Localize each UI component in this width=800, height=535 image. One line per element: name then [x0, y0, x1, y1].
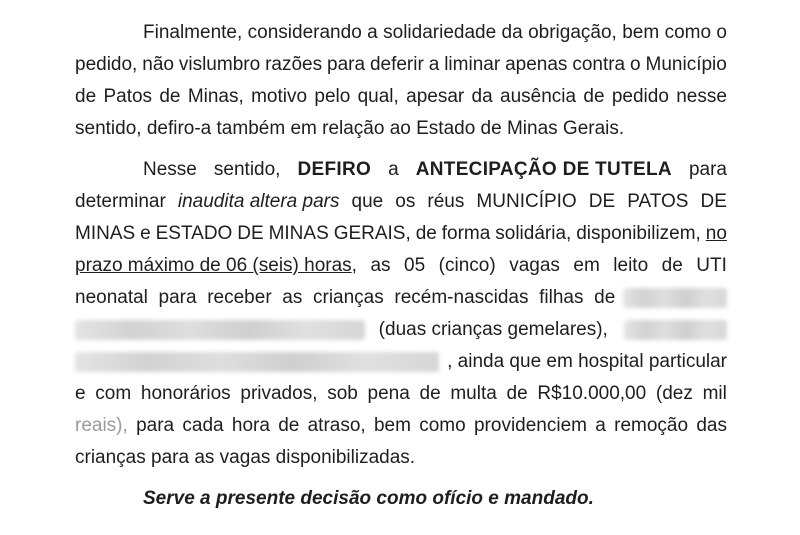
word: mil	[702, 383, 727, 404]
p2-line-9	[75, 414, 727, 438]
word: filhas	[539, 287, 584, 308]
p2-line-2	[75, 190, 727, 214]
text: as	[370, 255, 391, 276]
text: (cinco)	[438, 255, 496, 276]
word: das	[696, 415, 727, 436]
word: deferir	[369, 54, 424, 75]
word: contra	[572, 54, 626, 75]
word: DE	[237, 223, 264, 244]
word: a	[367, 22, 378, 43]
word: providenciem	[473, 415, 587, 436]
word: MUNICÍPIO	[476, 191, 577, 212]
word: qual,	[357, 86, 399, 107]
word: para	[158, 287, 197, 308]
word: ESTADO	[155, 223, 233, 244]
word: MINAS	[268, 223, 329, 244]
word: e	[140, 223, 151, 244]
word: considerando	[247, 22, 362, 43]
word: que	[351, 191, 384, 212]
p1-line-2	[75, 53, 727, 77]
word: privados,	[240, 383, 318, 404]
p2-line-10: crianças para as vagas disponibilizadas.	[75, 447, 416, 468]
word: recém-nascidas	[394, 287, 529, 308]
word: da	[471, 86, 493, 107]
word: a	[428, 54, 440, 75]
bold-defiro: DEFIRO	[297, 159, 372, 180]
word: de	[159, 86, 181, 107]
word: crianças	[313, 287, 384, 308]
word: PATOS	[627, 191, 689, 212]
text: reais),	[75, 415, 128, 436]
word: pelo	[314, 86, 351, 107]
text: para	[688, 159, 727, 180]
italic-inaudita: inaudita altera pars	[177, 191, 340, 212]
p2-line-1	[143, 158, 727, 182]
word: neonatal	[75, 287, 148, 308]
word: obrigação,	[528, 22, 617, 43]
word: não	[142, 54, 174, 75]
word: ausência	[500, 86, 577, 107]
word: bem	[373, 415, 411, 436]
word: hora	[231, 415, 270, 436]
closing-statement: Serve a presente decisão como ofício e mandado.	[143, 488, 594, 509]
text: sentido,	[213, 159, 281, 180]
text: , ainda que em hospital particular	[447, 351, 727, 372]
text: vagas	[509, 255, 560, 276]
word: solidariedade	[383, 22, 497, 43]
word: de	[415, 223, 437, 244]
word: sob	[327, 383, 358, 404]
word: apenas	[505, 54, 568, 75]
redacted-name	[75, 320, 365, 340]
word: o	[630, 54, 641, 75]
word: os	[395, 191, 416, 212]
word: pedido	[611, 86, 669, 107]
word: (dez	[655, 383, 693, 404]
word: Patos	[103, 86, 153, 107]
word: multa	[450, 383, 497, 404]
redacted-name	[75, 352, 439, 372]
text: em	[573, 255, 600, 276]
word: honorários	[140, 383, 231, 404]
word: receber	[207, 287, 272, 308]
p2-line-8	[75, 382, 727, 406]
word: e	[75, 383, 86, 404]
word: Município	[645, 54, 727, 75]
word: DE	[588, 191, 616, 212]
text: a	[388, 159, 399, 180]
word: para	[327, 54, 366, 75]
word: como	[664, 22, 712, 43]
p1-line-4: sentido, defiro-a também em relação ao Estado de Minas Gerais.	[75, 118, 625, 139]
underlined-no: no	[705, 223, 727, 244]
word: pena	[367, 383, 410, 404]
word: as	[282, 287, 303, 308]
p2-line-6	[75, 318, 727, 342]
word: razões	[265, 54, 323, 75]
word: R$10.000,00	[537, 383, 647, 404]
comma: ,	[351, 255, 357, 276]
word: GERAIS,	[333, 223, 411, 244]
word: MINAS	[75, 223, 136, 244]
p2-line-5	[75, 286, 727, 310]
word: com	[95, 383, 132, 404]
p2-line-5-words	[75, 286, 615, 310]
word: pedido,	[75, 54, 138, 75]
word: vislumbro	[178, 54, 261, 75]
p1-line-1	[143, 21, 727, 45]
word: liminar	[444, 54, 501, 75]
word: a	[595, 415, 606, 436]
text: UTI	[696, 255, 727, 276]
p2-line-3	[75, 222, 727, 246]
text: leito	[613, 255, 649, 276]
word: solidária,	[495, 223, 572, 244]
word: como	[419, 415, 466, 436]
word: réus	[427, 191, 465, 212]
word: nesse	[676, 86, 727, 107]
redacted-name	[623, 288, 727, 308]
word: de	[506, 383, 528, 404]
p1-line-3	[75, 85, 727, 109]
word: forma	[441, 223, 491, 244]
underlined-prazo-wrap	[75, 254, 357, 278]
word: motivo	[251, 86, 308, 107]
word: apesar	[406, 86, 465, 107]
word: para	[136, 415, 175, 436]
word: atraso,	[307, 415, 366, 436]
p2-line-7	[75, 350, 727, 374]
word: Finalmente,	[143, 22, 243, 43]
underlined-prazo: prazo máximo de 06 (seis) horas	[75, 255, 352, 276]
redacted-name	[624, 320, 727, 340]
word: de	[594, 287, 616, 308]
text: Nesse	[143, 159, 197, 180]
bold-antecipacao: ANTECIPAÇÃO DE TUTELA	[415, 159, 672, 180]
text: 05	[404, 255, 426, 276]
word: de	[278, 415, 300, 436]
word: da	[501, 22, 523, 43]
word: de	[419, 383, 441, 404]
word: de	[75, 86, 97, 107]
word: bem	[622, 22, 660, 43]
word: o	[716, 22, 727, 43]
word: DE	[700, 191, 727, 212]
text: determinar	[75, 191, 166, 212]
word: de	[583, 86, 605, 107]
text: de	[661, 255, 683, 276]
word: disponibilizem,	[576, 223, 701, 244]
p2-line-4	[75, 254, 727, 278]
text: (duas crianças gemelares),	[378, 319, 608, 340]
word: Minas,	[187, 86, 244, 107]
word: cada	[182, 415, 224, 436]
word: remoção	[614, 415, 689, 436]
